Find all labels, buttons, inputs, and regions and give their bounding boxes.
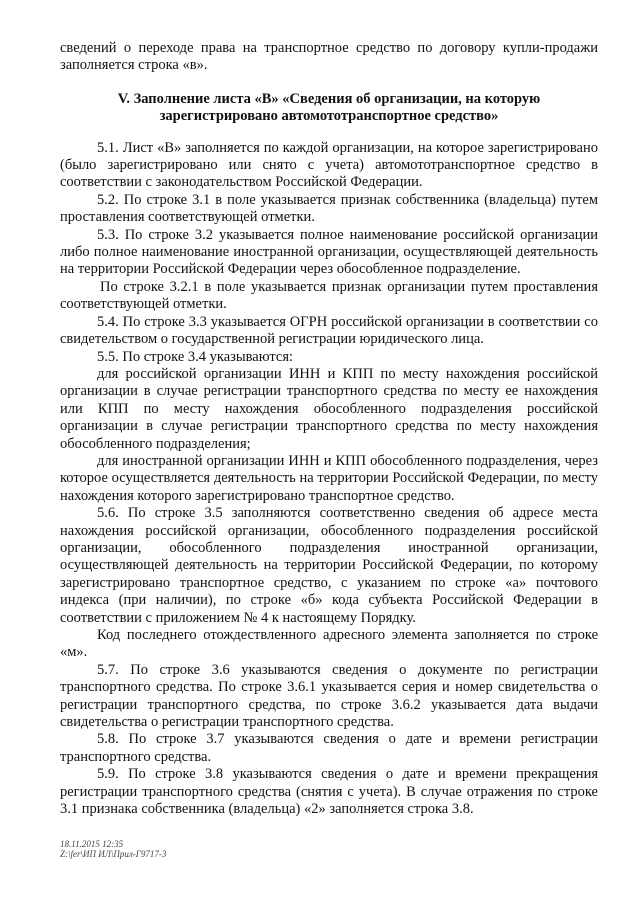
- paragraph-5-9: 5.9. По строке 3.8 указываются сведения о дате и времени прекращения регистрации транспортного средства (снятия с учета). В случае отражения по строке 3.1 признака собственника (владельца) «2» заполняется строка 3.8.: [60, 766, 598, 818]
- paragraph-5-5: 5.5. По строке 3.4 указываются:: [97, 348, 294, 365]
- paragraph-5-5-foreign-org: для иностранной организации ИНН и КПП обособленного подразделения, через которое осуществляется деятельность на территории Российской Федерации, по месту нахождения которого зарегистрировано транспортное средство.: [60, 452, 598, 504]
- paragraph-5-6: 5.6. По строке 3.5 заполняются соответственно сведения об адресе места нахождения российской организации, обособленного подразделения российской организации, обособленного подразделения иностранной организации, осуществляющей деятельность на территории Российской Федерации, по которому зарегистрировано транспортное средство, с указанием по строке «а» почтового индекса (при наличии), по строке «б» кода субъекта Российской Федерации в соответствии с приложением № 4 к настоящему Порядку.: [60, 505, 598, 626]
- paragraph-5-5-russian-org: для российской организации ИНН и КПП по месту нахождения российской организации в случае регистрации транспортного средства по месту ее нахождения или КПП по месту нахождения обособленного подразделения российской организации в случае регистрации транспортного средства по месту нахождения обособленного подразделения;: [60, 365, 598, 452]
- paragraph-5-8: 5.8. По строке 3.7 указываются сведения о дате и времени регистрации транспортного средства.: [60, 731, 598, 765]
- footer-file-path: Z:\fer\ИП ИЛ\Прил-Г9717-3: [60, 849, 167, 859]
- paragraph-5-4: 5.4. По строке 3.3 указывается ОГРН российской организации в соответствии со свидетельством о государственной регистрации юридического лица.: [60, 313, 598, 348]
- section-heading: V. Заполнение листа «В» «Сведения об организации, на которую зарегистрировано автомототранспортное средство»: [117, 90, 541, 125]
- paragraph-5-2: 5.2. По строке 3.1 в поле указывается признак собственника (владельца) путем проставления соответствующей отметки.: [60, 191, 598, 226]
- paragraph-5-1: 5.1. Лист «В» заполняется по каждой организации, на которое зарегистрировано (было зарегистрировано или снято с учета) автомототранспортное средство в соответствии с законодательством Российской Федерации.: [60, 139, 598, 191]
- continuation-paragraph: сведений о переходе права на транспортное средство по договору купли-продажи заполняется строка «в».: [60, 40, 598, 74]
- paragraph-5-7: 5.7. По строке 3.6 указываются сведения о документе по регистрации транспортного средства. По строке 3.6.1 указывается серия и номер свидетельства о регистрации транспортного средства, по строке 3.6.2 указывается дата выдачи свидетельства о регистрации транспортного средства.: [60, 661, 598, 731]
- paragraph-address-code: Код последнего отождествленного адресного элемента заполняется по строке «м».: [60, 627, 598, 661]
- footer-timestamp: 18.11.2015 12:35: [60, 839, 124, 849]
- paragraph-3-2-1: По строке 3.2.1 в поле указывается признак организации путем проставления соответствующей отметки.: [60, 278, 598, 313]
- paragraph-5-3: 5.3. По строке 3.2 указывается полное наименование российской организации либо полное наименование иностранной организации, осуществляющей деятельность на территории Российской Федерации через обособленное подразделение.: [60, 226, 598, 278]
- file-footer: [60, 839, 166, 859]
